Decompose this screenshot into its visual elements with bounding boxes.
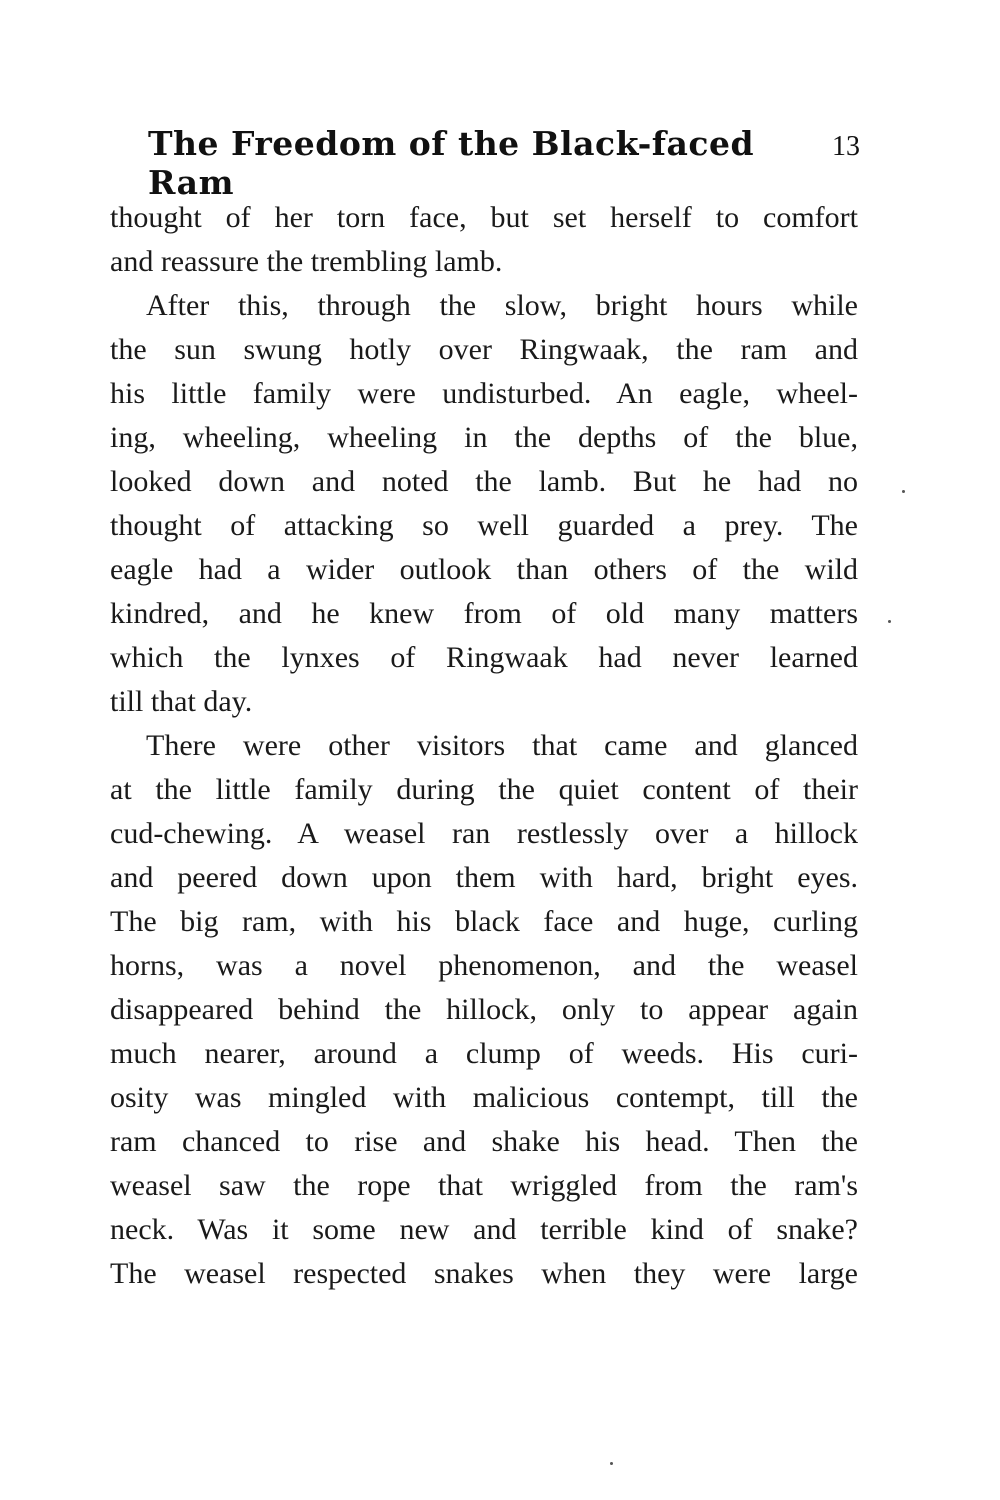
scan-speck	[902, 490, 905, 493]
scan-speck	[610, 1462, 613, 1465]
text-line: his little family were undisturbed. An eagle, wheel-	[110, 377, 858, 410]
text-line: eagle had a wider outlook than others of the wild	[110, 553, 858, 586]
text-line: ing, wheeling, wheeling in the depths of the blue,	[110, 421, 858, 454]
text-line: the sun swung hotly over Ringwaak, the ram and	[110, 333, 858, 366]
text-line: which the lynxes of Ringwaak had never learned	[110, 641, 858, 674]
text-line: much nearer, around a clump of weeds. His curi-	[110, 1037, 858, 1070]
text-line: at the little family during the quiet content of their	[110, 773, 858, 806]
running-head	[148, 124, 860, 202]
text-line: thought of attacking so well guarded a prey. The	[110, 509, 858, 542]
text-line: looked down and noted the lamb. But he had no	[110, 465, 858, 498]
text-line: horns, was a novel phenomenon, and the weasel	[110, 949, 858, 982]
text-line: The big ram, with his black face and huge, curling	[110, 905, 858, 938]
text-line: ram chanced to rise and shake his head. Then the	[110, 1125, 858, 1158]
text-line: till that day.	[110, 685, 253, 718]
text-line: The weasel respected snakes when they were large	[110, 1257, 858, 1290]
text-line: weasel saw the rope that wriggled from the ram's	[110, 1169, 858, 1202]
text-line: osity was mingled with malicious contempt, till the	[110, 1081, 858, 1114]
paragraph	[110, 724, 858, 1296]
page-number: 13	[832, 131, 860, 162]
text-line: and peered down upon them with hard, bright eyes.	[110, 861, 858, 894]
text-line: disappeared behind the hillock, only to appear again	[110, 993, 858, 1026]
paragraph	[110, 284, 858, 724]
body-text	[110, 196, 858, 1296]
text-line: thought of her torn face, but set herself to comfort	[110, 201, 858, 234]
paragraph	[110, 196, 858, 284]
text-line: and reassure the trembling lamb.	[110, 245, 503, 278]
text-line: After this, through the slow, bright hours while	[146, 289, 858, 322]
text-line: neck. Was it some new and terrible kind of snake?	[110, 1213, 858, 1246]
text-line: There were other visitors that came and glanced	[146, 729, 858, 762]
text-line: kindred, and he knew from of old many matters	[110, 597, 858, 630]
running-head-title: The Freedom of the Black-faced Ram	[148, 124, 755, 202]
scan-speck	[888, 620, 891, 623]
text-line: cud-chewing. A weasel ran restlessly over a hillock	[110, 817, 858, 850]
